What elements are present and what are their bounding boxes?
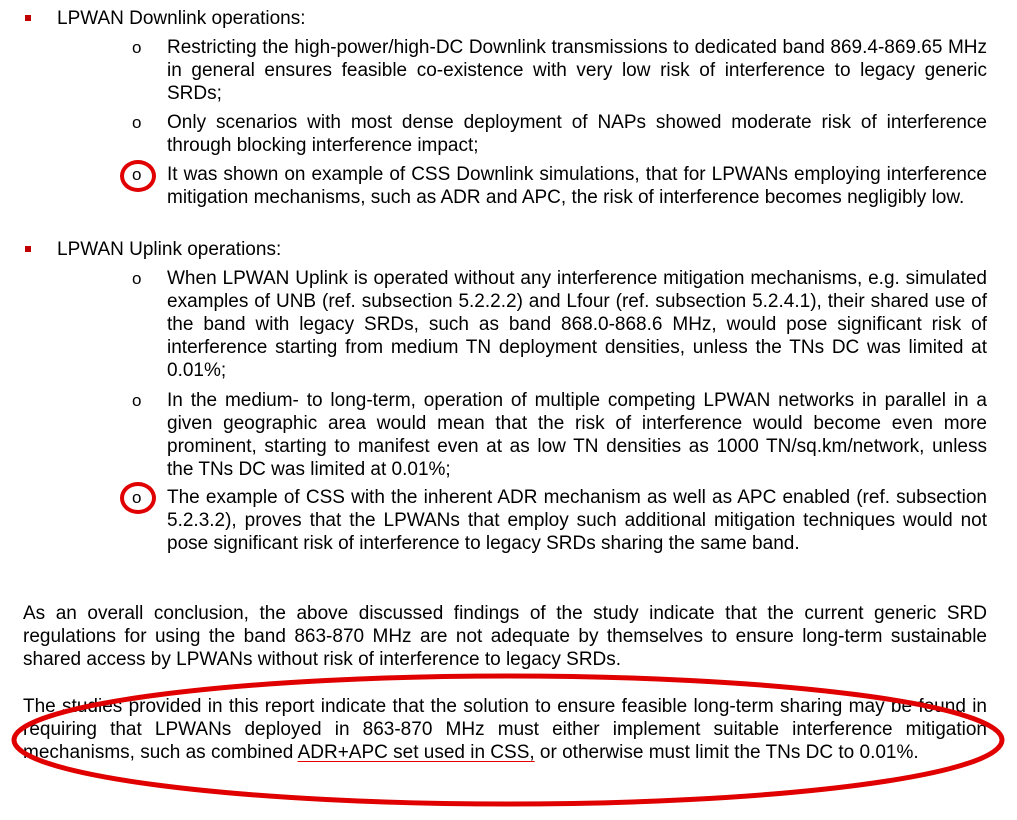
circle-bullet-icon: o <box>132 165 142 184</box>
annotation-circle <box>120 482 156 514</box>
annotation-circle <box>120 160 156 192</box>
list-item-text: In the medium- to long-term, operation of multiple competing LPWAN networks in parallel in a given geographic area would mean that the risk of interference would become even more prominent, starting to manifest even at as low TN densities as 1000 TN/sq.km/network, unless the TNs DC was limited at 0.01%; <box>167 390 987 480</box>
highlighted-text: ADR+APC set used in CSS, <box>297 742 535 763</box>
bullet-downlink <box>0 7 1017 31</box>
conclusion-paragraph: As an overall conclusion, the above discussed findings of the study indicate that the current generic SRD regulations for using the band 863-870 MHz are not adequate by themselves to ensure long-term sustainable shared access by LPWANs without risk of interference to legacy SRDs. <box>23 603 987 670</box>
bullet-uplink <box>0 238 1017 262</box>
square-bullet-icon <box>25 246 31 252</box>
final-text-part2: or otherwise must limit the TNs DC to 0.01%. <box>534 742 919 763</box>
list-item-text: Restricting the high-power/high-DC Downlink transmissions to dedicated band 869.4-869.65 MHz in general ensures feasible co-existence with very low risk of interference to legacy generic SRDs; <box>167 37 987 104</box>
bullet-heading: LPWAN Downlink operations: <box>57 8 306 29</box>
circle-bullet-icon: o <box>132 38 142 57</box>
bullet-heading: LPWAN Uplink operations: <box>57 239 282 260</box>
list-item-text: Only scenarios with most dense deployment of NAPs showed moderate risk of interference through blocking interference impact; <box>167 112 987 156</box>
circle-bullet-icon: o <box>132 113 142 132</box>
circle-bullet-icon: o <box>132 488 142 507</box>
circle-bullet-icon: o <box>132 391 142 410</box>
square-bullet-icon <box>25 15 31 21</box>
final-paragraph <box>23 695 987 764</box>
list-item-text: It was shown on example of CSS Downlink simulations, that for LPWANs employing interference mitigation mechanisms, such as ADR and APC, the risk of interference becomes negligibly low. <box>167 164 987 208</box>
list-item-text: The example of CSS with the inherent ADR mechanism as well as APC enabled (ref. subsection 5.2.3.2), proves that the LPWANs that employ such additional mitigation techniques would not pose significant risk of interference to legacy SRDs sharing the same band. <box>167 487 987 554</box>
final-text-part1: The studies provided in this report indicate that the solution to ensure feasible long-term sharing may be found in requiring that LPWANs deployed in 863-870 MHz must either implement suitable interference mitigation mechanisms, such as combined <box>23 696 987 763</box>
circle-bullet-icon: o <box>132 269 142 288</box>
list-item-text: When LPWAN Uplink is operated without any interference mitigation mechanisms, e.g. simulated examples of UNB (ref. subsection 5.2.2.2) and Lfour (ref. subsection 5.2.4.1), their shared use of the band with legacy SRDs, such as band 868.0-868.6 MHz, would pose significant risk of interference starting from medium TN deployment densities, unless the TNs DC was limited at 0.01%; <box>167 268 987 381</box>
